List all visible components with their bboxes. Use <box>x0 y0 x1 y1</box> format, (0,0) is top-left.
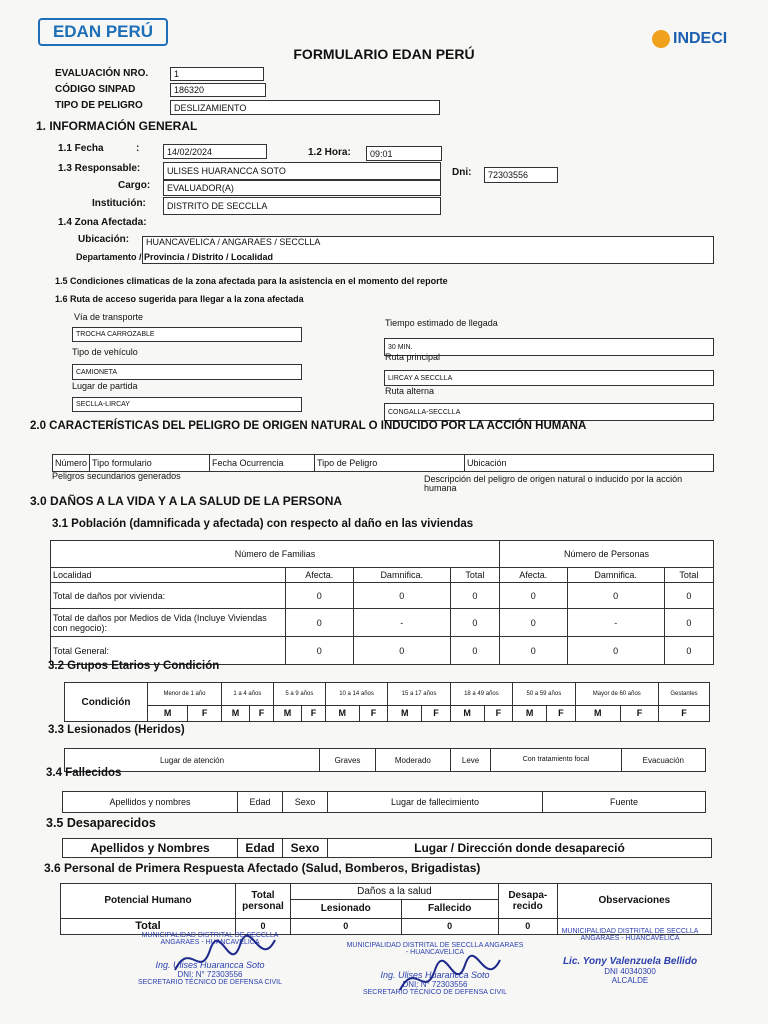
edan-peru-logo <box>38 18 168 46</box>
cell-value: 0 <box>499 583 567 609</box>
col-ubicacion: Ubicación <box>465 455 714 472</box>
sinpad-field[interactable]: 186320 <box>170 83 266 97</box>
sex-f: F <box>422 705 451 721</box>
col-fuente: Fuente <box>543 792 706 813</box>
stamp-3-title: MUNICIPALIDAD DISTRITAL DE SECCLLA ANGARAES - HUANCAVELICA <box>561 928 699 942</box>
fallecidos-table <box>62 791 706 813</box>
sex-f: F <box>302 705 326 721</box>
vehiculo-field[interactable]: CAMIONETA <box>72 364 302 380</box>
col-lugar-fallecimiento: Lugar de fallecimiento <box>328 792 543 813</box>
sex-f: F <box>188 705 222 721</box>
cell-value: 0 <box>286 583 354 609</box>
vehiculo-label: Tipo de vehículo <box>72 347 138 357</box>
lesionados-table <box>64 748 706 772</box>
subheader: Total <box>450 568 499 583</box>
col-edad: Edad <box>238 839 283 858</box>
localidad-header: Localidad <box>51 568 286 583</box>
sex-m: M <box>148 705 188 721</box>
age-header: 18 a 49 años <box>450 683 512 706</box>
age-header: 1 a 4 años <box>221 683 273 706</box>
dni-label: Dni: <box>452 167 472 178</box>
cell-value: 0 <box>353 583 450 609</box>
cell-value: 0 <box>286 609 354 637</box>
indeci-logo-text: INDECI <box>673 30 728 47</box>
partida-field[interactable]: SECLLA-LIRCAY <box>72 397 302 412</box>
col-leve: Leve <box>450 749 491 772</box>
cell-value: 0 <box>236 918 291 934</box>
tiempo-field[interactable]: 30 MIN. <box>384 338 714 356</box>
section-1-title: 1. INFORMACIÓN GENERAL <box>36 119 198 133</box>
col-tratamiento-focal: Con tratamiento focal <box>491 749 621 772</box>
col-sexo: Sexo <box>283 792 328 813</box>
cell-value: 0 <box>567 637 664 665</box>
hora-label: 1.2 Hora: <box>308 147 351 158</box>
col-apellidos-nombres: Apellidos y Nombres <box>63 839 238 858</box>
eval-label: EVALUACIÓN NRO. <box>55 68 149 79</box>
via-field[interactable]: TROCHA CARROZABLE <box>72 327 302 342</box>
section-3-2-title: 3.2 Grupos Etarios y Condición <box>48 660 220 672</box>
cell-value: 0 <box>286 637 354 665</box>
signature-stamp-3 <box>545 928 715 985</box>
age-header: Mayor de 60 años <box>575 683 658 706</box>
cell-value: 0 <box>450 637 499 665</box>
sex-f: F <box>547 705 576 721</box>
age-header: 50 a 59 años <box>513 683 575 706</box>
sex-m: M <box>273 705 301 721</box>
responsable-field[interactable]: ULISES HUARANCCA SOTO <box>163 162 441 180</box>
cell-value: 0 <box>664 583 713 609</box>
stamp-3-dni: DNI 40340300 <box>604 967 656 976</box>
zona-label: 1.4 Zona Afectada: <box>58 217 147 228</box>
ruta-alterna-label: Ruta alterna <box>385 386 435 396</box>
grupos-etarios-table <box>64 682 710 722</box>
ubicacion-value: HUANCAVELICA / ANGARAES / SECCLLA <box>146 237 321 247</box>
stamp-1-name: Ing. Ulises Huarancca Soto <box>155 960 265 970</box>
cell-value: 0 <box>353 637 450 665</box>
ruta-alterna-field[interactable]: CONGALLA-SECCLLA <box>384 403 714 421</box>
dni-field[interactable]: 72303556 <box>484 167 558 183</box>
signature-2-icon <box>395 945 505 1005</box>
institucion-field[interactable]: DISTRITO DE SECCLLA <box>163 197 441 215</box>
col-lugar-atencion: Lugar de atención <box>65 749 320 772</box>
stamp-2-role: SECRETARIO TÉCNICO DE DEFENSA CIVIL <box>362 989 508 996</box>
stamp-1-title: MUNICIPALIDAD DISTRITAL DE SECCLLA ANGARAES - HUANCAVELICA <box>141 932 279 946</box>
peligro-label: TIPO DE PELIGRO <box>55 100 143 111</box>
peligros-secundarios-label: Peligros secundarios generados <box>52 471 181 481</box>
page-title: FORMULARIO EDAN PERÚ <box>293 46 475 62</box>
stamp-1-role: SECRETARIO TÉCNICO DE DEFENSA CIVIL <box>137 979 283 986</box>
cell-value: 0 <box>567 583 664 609</box>
cell-value: 0 <box>291 918 402 934</box>
section-3-3-title: 3.3 Lesionados (Heridos) <box>48 724 185 736</box>
stamp-1-dni: DNI: N° 72303556 <box>177 970 243 979</box>
cell-value: 0 <box>664 637 713 665</box>
sex-f: F <box>658 705 709 721</box>
sex-f: F <box>620 705 658 721</box>
table-row <box>51 609 714 637</box>
stamp-2-dni: DNI: N° 72303556 <box>402 980 468 989</box>
ubicacion-hint: Departamento / Provincia / Distrito / Localidad <box>76 252 274 262</box>
poblacion-table <box>50 540 714 665</box>
stamp-3-name: Lic. Yony Valenzuela Bellido <box>562 956 698 967</box>
col-graves: Graves <box>320 749 376 772</box>
age-header: Gestantes <box>658 683 709 706</box>
cell-value: 0 <box>664 609 713 637</box>
edan-logo-text: EDAN PERÚ <box>52 22 154 41</box>
age-header: 15 a 17 años <box>388 683 450 706</box>
col-numero: Número <box>53 455 90 472</box>
col-fecha-ocurrencia: Fecha Ocurrencia <box>210 455 315 472</box>
stamp-3-role: ALCALDE <box>611 976 649 985</box>
col-sexo: Sexo <box>283 839 328 858</box>
cargo-field[interactable]: EVALUADOR(A) <box>163 180 441 196</box>
subheader: Afecta. <box>286 568 354 583</box>
stamp-2-title: MUNICIPALIDAD DISTRITAL DE SECCLLA ANGARAES - HUANCAVELICA <box>346 942 524 956</box>
col-lesionado: Lesionado <box>291 900 402 918</box>
sex-m: M <box>450 705 484 721</box>
col-desaparecido: Desapa-recido <box>498 884 557 919</box>
cell-value: - <box>567 609 664 637</box>
sex-f: F <box>359 705 388 721</box>
sex-m: M <box>513 705 547 721</box>
cell-value: - <box>353 609 450 637</box>
col-lugar-desaparecio: Lugar / Dirección donde desapareció <box>328 839 712 858</box>
descripcion-peligro-label: Descripción del peligro de origen natural o inducido por la acción humana <box>424 474 683 493</box>
fecha-colon: : <box>136 143 140 154</box>
age-header: Menor de 1 año <box>148 683 222 706</box>
col-total-personal: Total personal <box>236 884 291 919</box>
tiempo-label: Tiempo estimado de llegada <box>385 318 498 328</box>
clima-label: 1.5 Condiciones climaticas de la zona afectada para la asistencia en el momento del reporte <box>55 276 448 286</box>
eval-field[interactable]: 1 <box>170 67 264 81</box>
section-3-5-title: 3.5 Desaparecidos <box>46 816 156 830</box>
sinpad-label: CÓDIGO SINPAD <box>55 84 136 95</box>
sex-f: F <box>484 705 513 721</box>
institucion-label: Institución: <box>92 198 146 209</box>
sex-m: M <box>388 705 422 721</box>
fecha-label: 1.1 Fecha <box>58 143 104 154</box>
section-3-6-title: 3.6 Personal de Primera Respuesta Afectado (Salud, Bomberos, Brigadistas) <box>44 861 481 875</box>
row-label: Total de daños por Medios de Vida (Incluye Viviendas con negocio): <box>51 609 286 637</box>
familias-header: Número de Familias <box>51 541 500 568</box>
col-tipo-formulario: Tipo formulario <box>90 455 210 472</box>
age-header: 10 a 14 años <box>325 683 387 706</box>
sex-m: M <box>325 705 359 721</box>
cell-value: 0 <box>499 609 567 637</box>
via-label: Vía de transporte <box>74 312 144 322</box>
sex-m: M <box>221 705 249 721</box>
subheader: Afecta. <box>499 568 567 583</box>
section-2-title: 2.0 CARACTERÍSTICAS DEL PELIGRO DE ORIGEN NATURAL O INDUCIDO POR LA ACCIÓN HUMANA <box>30 420 587 432</box>
sex-f: F <box>250 705 274 721</box>
ruta-principal-label: Ruta principal <box>385 352 441 362</box>
section-3-title: 3.0 DAÑOS A LA VIDA Y A LA SALUD DE LA PERSONA <box>30 494 343 508</box>
col-edad: Edad <box>238 792 283 813</box>
subheader: Damnifica. <box>567 568 664 583</box>
col-danos-salud: Daños a la salud <box>291 884 499 900</box>
condicion-header: Condición <box>65 683 148 722</box>
subheader: Damnifica. <box>353 568 450 583</box>
ubicacion-label: Ubicación: <box>78 234 130 245</box>
sex-m: M <box>575 705 620 721</box>
cell-value: 0 <box>450 609 499 637</box>
cargo-label: Cargo: <box>118 180 151 191</box>
col-tipo-peligro: Tipo de Peligro <box>315 455 465 472</box>
col-evacuacion: Evacuación <box>621 749 705 772</box>
col-apellidos: Apellidos y nombres <box>63 792 238 813</box>
cell-value: 0 <box>499 637 567 665</box>
subheader: Total <box>664 568 713 583</box>
section-3-1-title: 3.1 Población (damnificada y afectada) con respecto al daño en las viviendas <box>52 518 474 530</box>
cell-value: 0 <box>401 918 498 934</box>
section-3-4-title: 3.4 Fallecidos <box>46 767 122 779</box>
cell-value: 0 <box>450 583 499 609</box>
col-fallecido: Fallecido <box>401 900 498 918</box>
age-header: 5 a 9 años <box>273 683 325 706</box>
peligro-table <box>52 454 714 472</box>
signature-1-icon <box>170 930 280 990</box>
responsable-label: 1.3 Responsable: <box>58 163 141 174</box>
row-label: Total <box>61 918 236 934</box>
col-observaciones: Observaciones <box>557 884 711 919</box>
partida-label: Lugar de partida <box>72 381 138 391</box>
row-label: Total General: <box>51 637 286 665</box>
col-moderado: Moderado <box>376 749 451 772</box>
ruta-label: 1.6 Ruta de acceso sugerida para llegar a la zona afectada <box>55 294 304 304</box>
desaparecidos-table <box>62 838 712 858</box>
hora-field[interactable]: 09:01 <box>366 146 442 161</box>
peligro-field[interactable]: DESLIZAMIENTO <box>170 100 440 115</box>
col-potencial: Potencial Humano <box>61 884 236 919</box>
fecha-field[interactable]: 14/02/2024 <box>163 144 267 159</box>
table-row <box>51 583 714 609</box>
stamp-2-name: Ing. Ulises Huarancca Soto <box>380 970 490 980</box>
personas-header: Número de Personas <box>499 541 713 568</box>
cell-value: 0 <box>498 918 557 934</box>
ruta-principal-field[interactable]: LIRCAY A SECCLLA <box>384 370 714 386</box>
row-label: Total de daños por vivienda: <box>51 583 286 609</box>
